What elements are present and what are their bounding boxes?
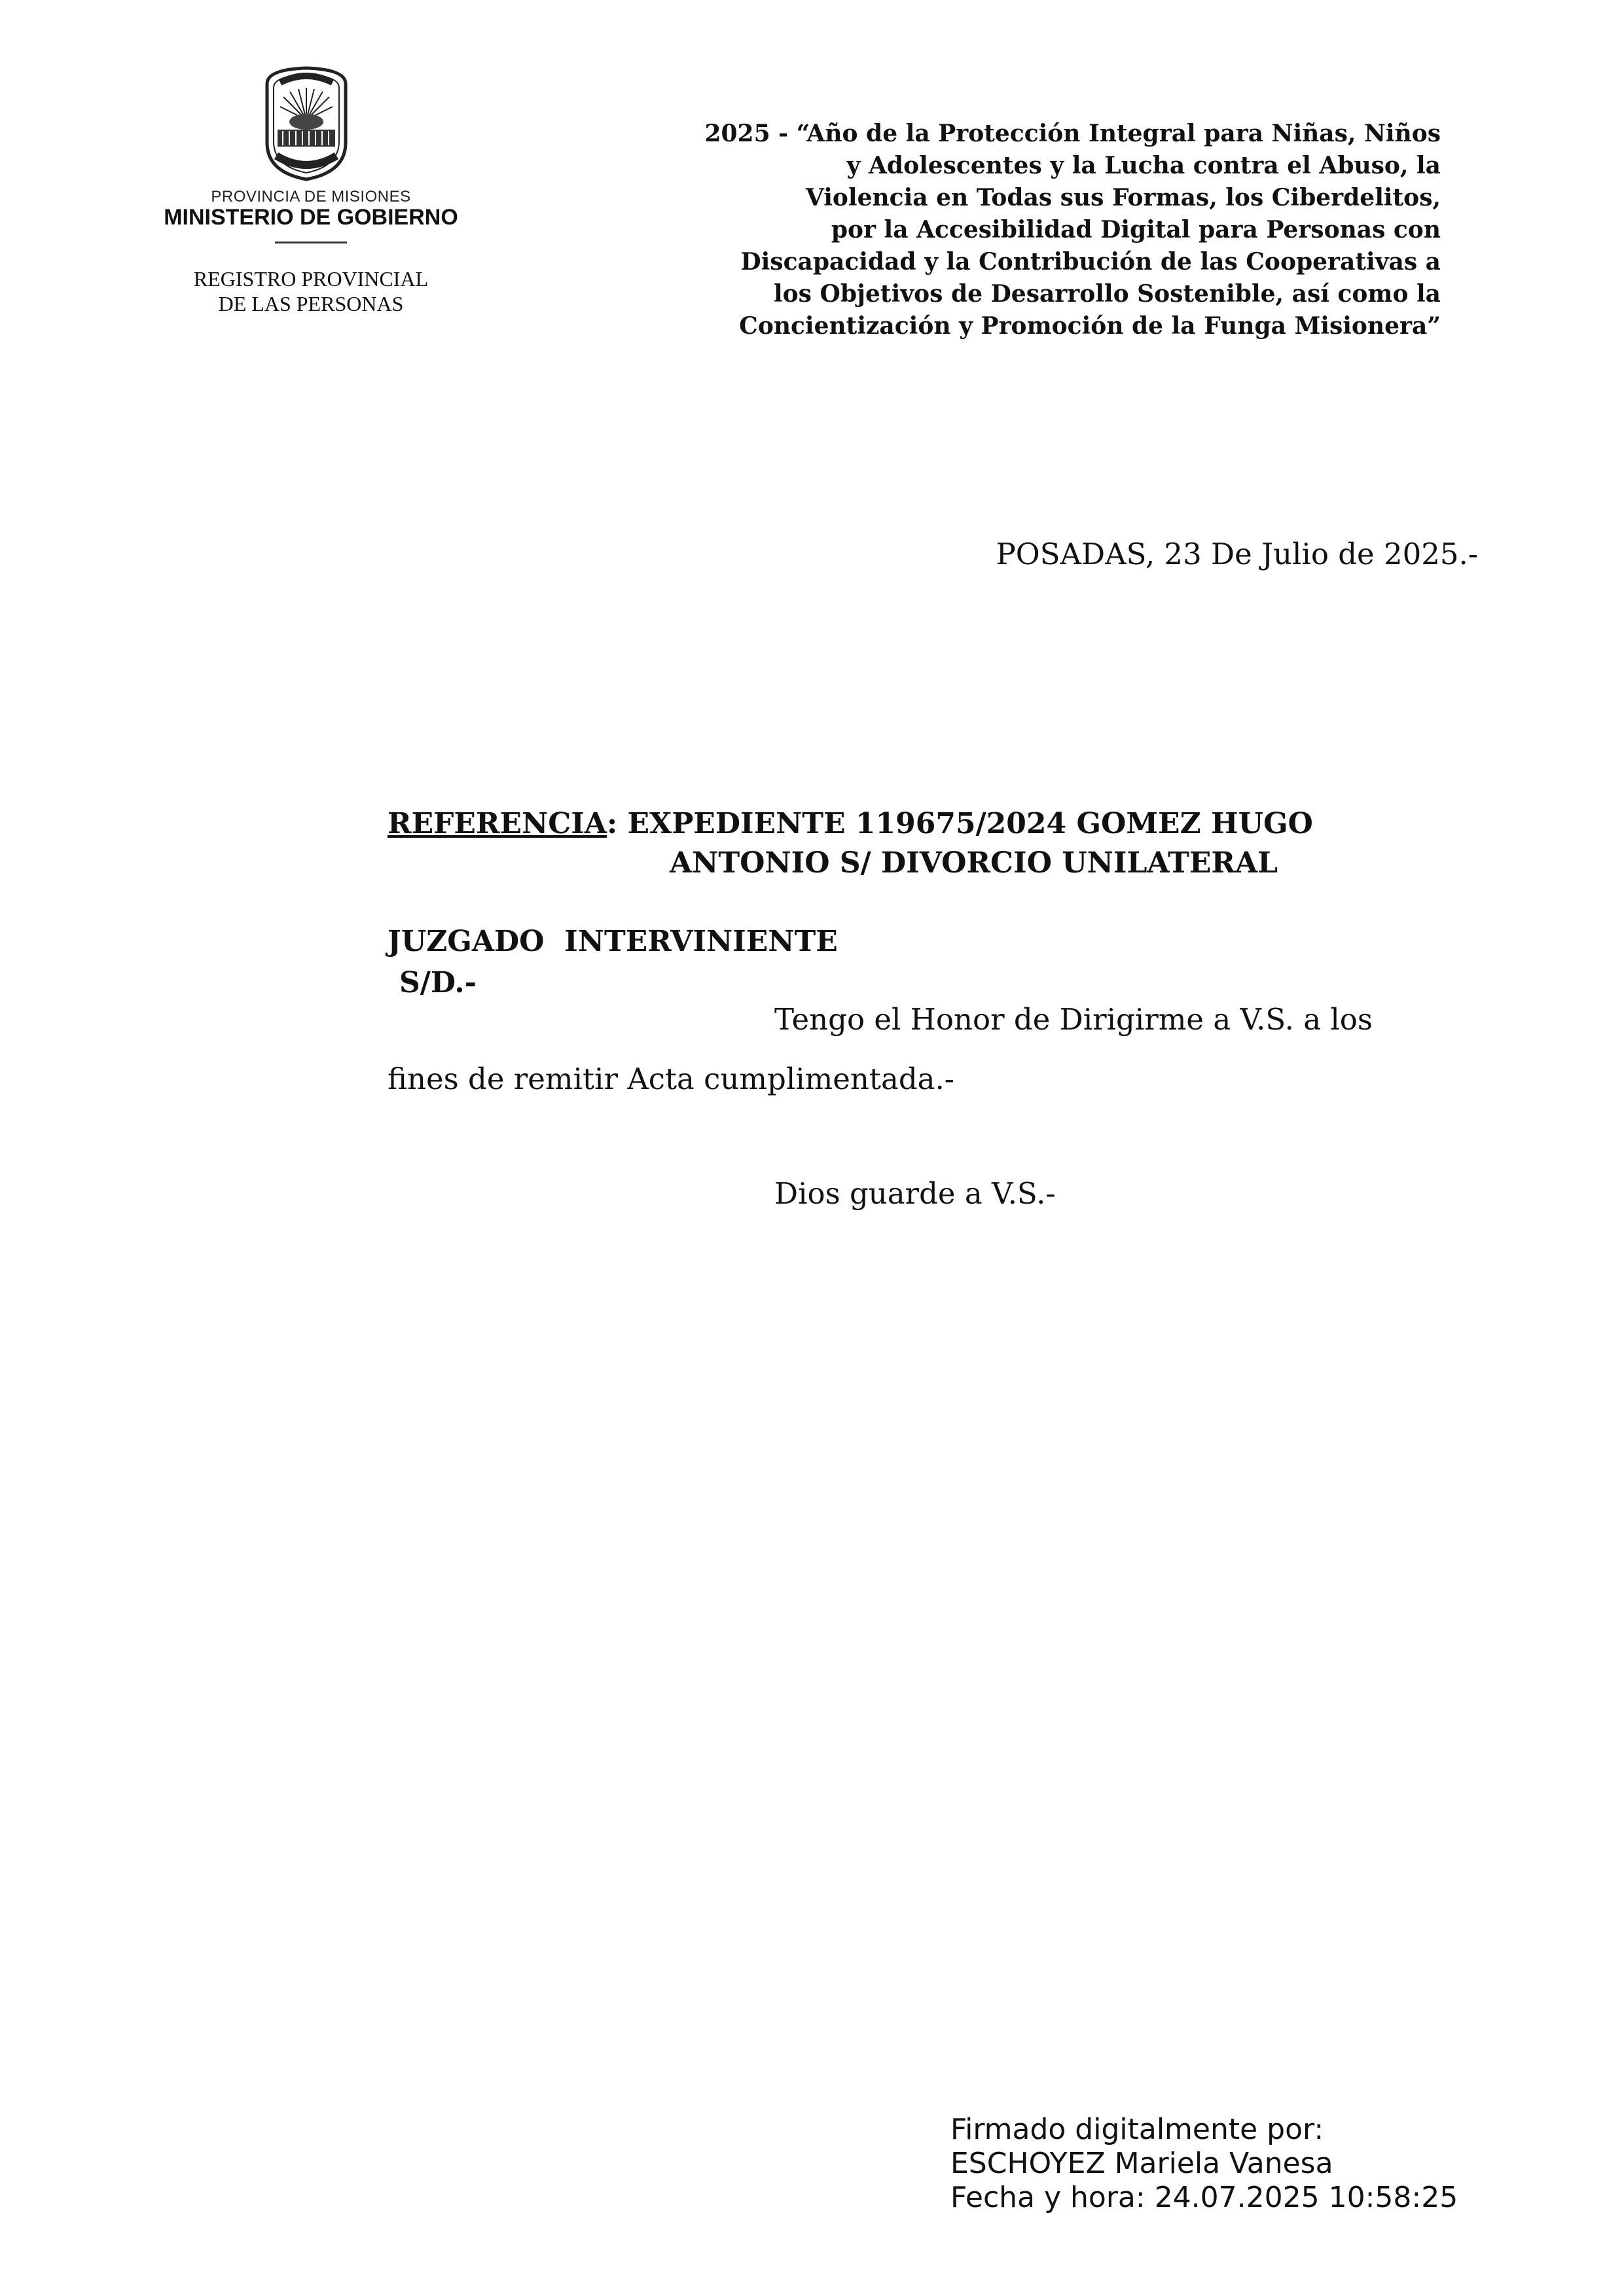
motto-line: los Objetivos de Desarrollo Sostenible, así como la (773, 280, 1441, 308)
motto-line: 2025 - “Año de la Protección Integral para Niñas, Niños (704, 120, 1441, 147)
body-text-line1: Tengo el Honor de Dirigirme a V.S. a los (774, 1002, 1373, 1037)
reference-case-continued: ANTONIO S/ DIVORCIO UNILATERAL (670, 846, 1278, 880)
ministry-province-label: PROVINCIA DE MISIONES (211, 188, 411, 206)
document-date: POSADAS, 23 De Julio de 2025.- (996, 537, 1478, 571)
ministry-name: MINISTERIO DE GOBIERNO (164, 205, 458, 230)
motto-line: y Adolescentes y la Lucha contra el Abuso, la (846, 152, 1441, 179)
motto-line: Concientización y Promoción de la Funga Misionera” (739, 312, 1441, 340)
reference-label: REFERENCIA (388, 807, 607, 840)
motto-line: Violencia en Todas sus Formas, los Ciberdelitos, (805, 184, 1441, 211)
body-text-line2: fines de remitir Acta cumplimentada.- (388, 1062, 954, 1096)
year-motto (577, 118, 1441, 342)
digital-signature (950, 2113, 1458, 2215)
addressee-sd: S/D.- (399, 966, 477, 999)
provincial-seal-icon (254, 64, 359, 182)
ministry-divider (275, 242, 347, 243)
reference-case: : EXPEDIENTE 119675/2024 GOMEZ HUGO (606, 807, 1313, 840)
motto-line: por la Accesibilidad Digital para Personas con (831, 216, 1441, 243)
registry-name-line1: REGISTRO PROVINCIAL (193, 267, 429, 291)
reference-line (388, 807, 1313, 840)
registry-name-line2: DE LAS PERSONAS (218, 292, 404, 315)
signer-name: ESCHOYEZ Mariela Vanesa (950, 2147, 1333, 2180)
signature-heading: Firmado digitalmente por: (950, 2113, 1324, 2146)
closing-salutation: Dios guarde a V.S.- (774, 1176, 1056, 1211)
addressee-court: JUZGADO INTERVINIENTE (388, 925, 838, 958)
signature-timestamp: Fecha y hora: 24.07.2025 10:58:25 (950, 2181, 1458, 2214)
motto-line: Discapacidad y la Contribución de las Cooperativas a (740, 248, 1441, 276)
